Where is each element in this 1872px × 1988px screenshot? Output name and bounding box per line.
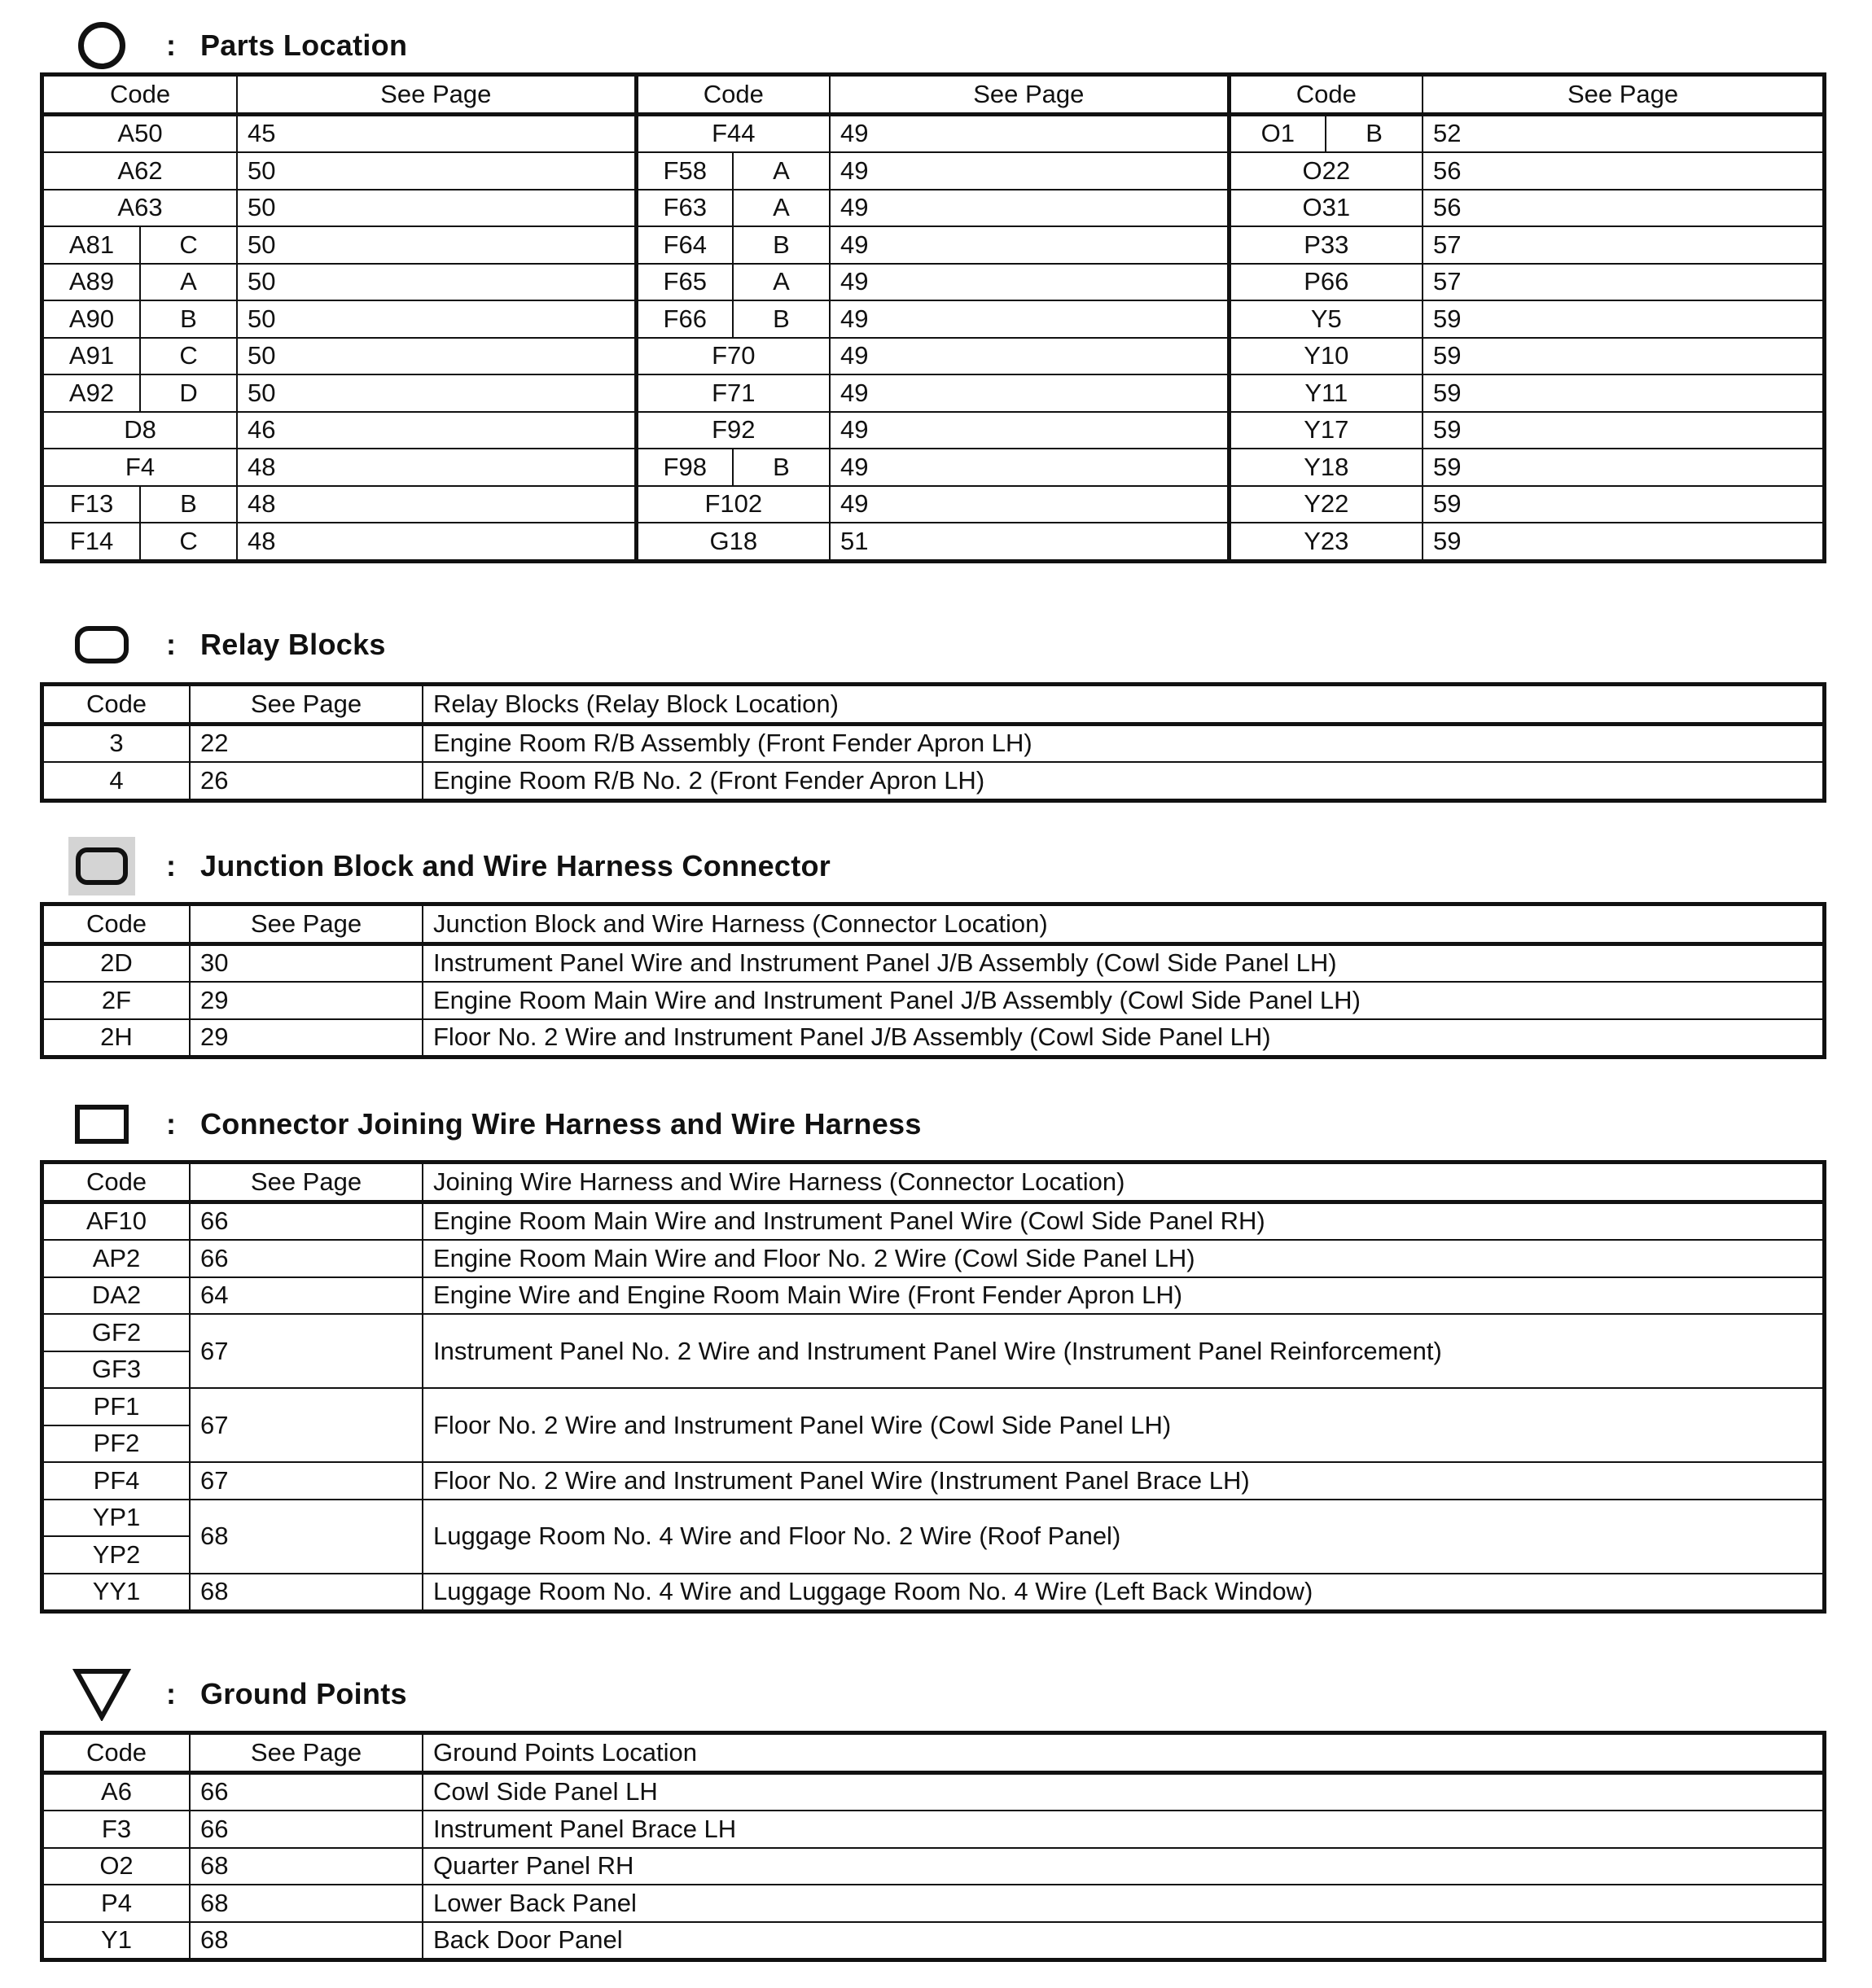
see-page-value: 49 xyxy=(830,412,1229,449)
table-row xyxy=(43,374,1823,412)
code-cell: PF4 xyxy=(43,1462,190,1500)
see-page-value: 49 xyxy=(830,338,1229,375)
table-row xyxy=(43,264,1823,301)
code-cell: GF3 xyxy=(43,1351,190,1389)
see-page-value: 56 xyxy=(1423,152,1823,190)
heading-colon: : xyxy=(166,28,176,62)
see-page-value: 68 xyxy=(190,1848,423,1885)
part-code: Y11 xyxy=(1229,374,1423,412)
table-row xyxy=(43,1500,1823,1537)
see-page-value: 59 xyxy=(1423,486,1823,523)
part-sub-code: B xyxy=(140,300,237,338)
see-page-value: 49 xyxy=(830,486,1229,523)
location-description: Quarter Panel RH xyxy=(423,1848,1823,1885)
see-page-value: 52 xyxy=(1423,114,1823,152)
location-description: Instrument Panel No. 2 Wire and Instrument Panel Wire (Instrument Panel Reinforcement) xyxy=(423,1314,1823,1388)
see-page-header: See Page xyxy=(190,1734,423,1772)
location-description: Engine Room R/B No. 2 (Front Fender Apron LH) xyxy=(423,762,1823,799)
see-page-value: 29 xyxy=(190,982,423,1019)
code-header: Code xyxy=(43,76,237,114)
table-row xyxy=(43,1388,1823,1425)
table-row xyxy=(43,523,1823,560)
code-cell: 2D xyxy=(43,944,190,982)
code-cell: PF1 xyxy=(43,1388,190,1425)
location-header: Relay Blocks (Relay Block Location) xyxy=(423,685,1823,724)
location-description: Cowl Side Panel LH xyxy=(423,1772,1823,1811)
rectangle-icon xyxy=(65,1098,138,1150)
see-page-value: 59 xyxy=(1423,300,1823,338)
part-code: F58 xyxy=(636,152,733,190)
connector-joining-table xyxy=(42,1163,1824,1611)
table-row xyxy=(43,1574,1823,1611)
see-page-value: 59 xyxy=(1423,449,1823,486)
see-page-value: 59 xyxy=(1423,412,1823,449)
ground-points-table xyxy=(42,1733,1824,1960)
part-sub-code: B xyxy=(733,300,830,338)
see-page-value: 68 xyxy=(190,1885,423,1922)
code-cell: A6 xyxy=(43,1772,190,1811)
code-header: Code xyxy=(43,685,190,724)
see-page-value: 67 xyxy=(190,1314,423,1388)
code-cell: YP1 xyxy=(43,1500,190,1537)
part-code: A62 xyxy=(43,152,237,190)
see-page-value: 68 xyxy=(190,1922,423,1960)
location-description: Luggage Room No. 4 Wire and Floor No. 2 Wire (Roof Panel) xyxy=(423,1500,1823,1574)
section-title: Parts Location xyxy=(200,28,408,62)
location-description: Instrument Panel Brace LH xyxy=(423,1811,1823,1848)
part-code: A89 xyxy=(43,264,140,301)
part-code: Y5 xyxy=(1229,300,1423,338)
code-cell: PF2 xyxy=(43,1425,190,1463)
part-sub-code: D xyxy=(140,374,237,412)
see-page-value: 59 xyxy=(1423,338,1823,375)
part-sub-code: A xyxy=(733,264,830,301)
see-page-value: 50 xyxy=(237,152,636,190)
part-code: Y17 xyxy=(1229,412,1423,449)
table-row xyxy=(43,486,1823,523)
junction-block-table xyxy=(42,904,1824,1057)
see-page-value: 48 xyxy=(237,523,636,560)
table-row xyxy=(43,1277,1823,1315)
see-page-value: 59 xyxy=(1423,374,1823,412)
location-description: Engine Room Main Wire and Instrument Panel J/B Assembly (Cowl Side Panel LH) xyxy=(423,982,1823,1019)
part-code: F64 xyxy=(636,226,733,264)
see-page-value: 29 xyxy=(190,1019,423,1057)
shaded-rounded-rect-icon xyxy=(65,840,138,892)
part-code: F102 xyxy=(636,486,830,523)
code-header: Code xyxy=(1229,76,1423,114)
code-header: Code xyxy=(43,1163,190,1202)
part-code: P66 xyxy=(1229,264,1423,301)
see-page-header: See Page xyxy=(190,905,423,944)
code-cell: GF2 xyxy=(43,1314,190,1351)
see-page-value: 68 xyxy=(190,1574,423,1611)
see-page-value: 49 xyxy=(830,114,1229,152)
see-page-value: 49 xyxy=(830,264,1229,301)
parts-location-heading xyxy=(65,20,407,72)
see-page-value: 46 xyxy=(237,412,636,449)
location-header: Junction Block and Wire Harness (Connector Location) xyxy=(423,905,1823,944)
see-page-value: 22 xyxy=(190,724,423,762)
connector-joining-heading xyxy=(65,1098,922,1150)
junction-block-heading xyxy=(65,840,831,892)
section-title: Relay Blocks xyxy=(200,628,386,661)
part-code: A50 xyxy=(43,114,237,152)
code-cell: AF10 xyxy=(43,1202,190,1240)
see-page-value: 66 xyxy=(190,1240,423,1277)
part-code: Y18 xyxy=(1229,449,1423,486)
see-page-value: 48 xyxy=(237,449,636,486)
see-page-value: 51 xyxy=(830,523,1229,560)
table-row xyxy=(43,190,1823,227)
part-code: F14 xyxy=(43,523,140,560)
part-code: A92 xyxy=(43,374,140,412)
parts-location-table xyxy=(42,75,1824,561)
part-code: F44 xyxy=(636,114,830,152)
heading-colon: : xyxy=(166,1107,176,1141)
table-row xyxy=(43,1240,1823,1277)
see-page-header: See Page xyxy=(830,76,1229,114)
part-code: Y10 xyxy=(1229,338,1423,375)
part-code: Y22 xyxy=(1229,486,1423,523)
code-cell: F3 xyxy=(43,1811,190,1848)
location-description: Luggage Room No. 4 Wire and Luggage Room No. 4 Wire (Left Back Window) xyxy=(423,1574,1823,1611)
see-page-header: See Page xyxy=(190,685,423,724)
see-page-value: 68 xyxy=(190,1500,423,1574)
see-page-value: 49 xyxy=(830,449,1229,486)
table-row xyxy=(43,762,1823,799)
part-code: A91 xyxy=(43,338,140,375)
part-code: F98 xyxy=(636,449,733,486)
inverted-triangle-icon xyxy=(65,1668,138,1720)
see-page-value: 49 xyxy=(830,374,1229,412)
location-description: Instrument Panel Wire and Instrument Panel J/B Assembly (Cowl Side Panel LH) xyxy=(423,944,1823,982)
part-sub-code: C xyxy=(140,226,237,264)
heading-colon: : xyxy=(166,1677,176,1710)
code-cell: YY1 xyxy=(43,1574,190,1611)
see-page-value: 67 xyxy=(190,1462,423,1500)
table-row xyxy=(43,449,1823,486)
part-code: F65 xyxy=(636,264,733,301)
table-row xyxy=(43,152,1823,190)
part-code: G18 xyxy=(636,523,830,560)
part-code: O22 xyxy=(1229,152,1423,190)
part-sub-code: A xyxy=(140,264,237,301)
part-code: A63 xyxy=(43,190,237,227)
table-row xyxy=(43,1202,1823,1240)
see-page-value: 50 xyxy=(237,338,636,375)
see-page-value: 30 xyxy=(190,944,423,982)
code-cell: DA2 xyxy=(43,1277,190,1315)
table-row xyxy=(43,1314,1823,1351)
table-row xyxy=(43,226,1823,264)
part-sub-code: A xyxy=(733,152,830,190)
see-page-value: 56 xyxy=(1423,190,1823,227)
part-sub-code: B xyxy=(733,449,830,486)
part-code: F70 xyxy=(636,338,830,375)
relay-blocks-table xyxy=(42,685,1824,800)
code-cell: 4 xyxy=(43,762,190,799)
see-page-value: 57 xyxy=(1423,226,1823,264)
location-description: Floor No. 2 Wire and Instrument Panel J/B Assembly (Cowl Side Panel LH) xyxy=(423,1019,1823,1057)
see-page-header: See Page xyxy=(190,1163,423,1202)
table-row xyxy=(43,1462,1823,1500)
location-description: Engine Room Main Wire and Floor No. 2 Wire (Cowl Side Panel LH) xyxy=(423,1240,1823,1277)
see-page-value: 50 xyxy=(237,374,636,412)
table-row xyxy=(43,1772,1823,1811)
table-row xyxy=(43,1811,1823,1848)
see-page-header: See Page xyxy=(237,76,636,114)
table-row xyxy=(43,1922,1823,1960)
see-page-value: 50 xyxy=(237,190,636,227)
part-code: A90 xyxy=(43,300,140,338)
see-page-header: See Page xyxy=(1423,76,1823,114)
code-cell: P4 xyxy=(43,1885,190,1922)
part-code: F71 xyxy=(636,374,830,412)
part-sub-code: B xyxy=(1326,114,1423,152)
code-header: Code xyxy=(43,1734,190,1772)
table-row xyxy=(43,944,1823,982)
location-description: Back Door Panel xyxy=(423,1922,1823,1960)
part-sub-code: C xyxy=(140,523,237,560)
part-code: F4 xyxy=(43,449,237,486)
see-page-value: 50 xyxy=(237,264,636,301)
heading-colon: : xyxy=(166,849,176,882)
section-title: Connector Joining Wire Harness and Wire Harness xyxy=(200,1107,922,1141)
location-description: Engine Room Main Wire and Instrument Panel Wire (Cowl Side Panel RH) xyxy=(423,1202,1823,1240)
section-title: Ground Points xyxy=(200,1677,407,1710)
location-header: Ground Points Location xyxy=(423,1734,1823,1772)
table-row xyxy=(43,300,1823,338)
location-header: Joining Wire Harness and Wire Harness (Connector Location) xyxy=(423,1163,1823,1202)
table-row xyxy=(43,114,1823,152)
part-code: F13 xyxy=(43,486,140,523)
code-cell: 2F xyxy=(43,982,190,1019)
circle-icon xyxy=(65,20,138,72)
see-page-value: 67 xyxy=(190,1388,423,1462)
part-sub-code: A xyxy=(733,190,830,227)
location-description: Floor No. 2 Wire and Instrument Panel Wire (Instrument Panel Brace LH) xyxy=(423,1462,1823,1500)
ground-points-heading xyxy=(65,1668,407,1720)
see-page-value: 64 xyxy=(190,1277,423,1315)
location-description: Lower Back Panel xyxy=(423,1885,1823,1922)
part-code: F92 xyxy=(636,412,830,449)
see-page-value: 66 xyxy=(190,1202,423,1240)
table-row xyxy=(43,412,1823,449)
see-page-value: 50 xyxy=(237,300,636,338)
part-code: A81 xyxy=(43,226,140,264)
code-cell: YP2 xyxy=(43,1536,190,1574)
relay-blocks-heading xyxy=(65,619,386,671)
table-row xyxy=(43,1848,1823,1885)
location-description: Engine Room R/B Assembly (Front Fender Apron LH) xyxy=(423,724,1823,762)
see-page-value: 50 xyxy=(237,226,636,264)
code-header: Code xyxy=(636,76,830,114)
part-code: O31 xyxy=(1229,190,1423,227)
code-cell: 2H xyxy=(43,1019,190,1057)
see-page-value: 49 xyxy=(830,300,1229,338)
code-cell: Y1 xyxy=(43,1922,190,1960)
table-row xyxy=(43,338,1823,375)
code-cell: AP2 xyxy=(43,1240,190,1277)
see-page-value: 45 xyxy=(237,114,636,152)
part-code: F63 xyxy=(636,190,733,227)
part-code: P33 xyxy=(1229,226,1423,264)
code-header: Code xyxy=(43,905,190,944)
part-sub-code: C xyxy=(140,338,237,375)
table-row xyxy=(43,724,1823,762)
location-description: Engine Wire and Engine Room Main Wire (Front Fender Apron LH) xyxy=(423,1277,1823,1315)
see-page-value: 49 xyxy=(830,190,1229,227)
see-page-value: 59 xyxy=(1423,523,1823,560)
part-code: Y23 xyxy=(1229,523,1423,560)
table-row xyxy=(43,1885,1823,1922)
see-page-value: 49 xyxy=(830,152,1229,190)
part-code: F66 xyxy=(636,300,733,338)
heading-colon: : xyxy=(166,628,176,661)
see-page-value: 66 xyxy=(190,1772,423,1811)
code-cell: 3 xyxy=(43,724,190,762)
section-title: Junction Block and Wire Harness Connector xyxy=(200,849,831,882)
code-cell: O2 xyxy=(43,1848,190,1885)
table-row xyxy=(43,1019,1823,1057)
part-code: D8 xyxy=(43,412,237,449)
part-code: O1 xyxy=(1229,114,1326,152)
location-description: Floor No. 2 Wire and Instrument Panel Wire (Cowl Side Panel LH) xyxy=(423,1388,1823,1462)
rounded-pill-icon xyxy=(65,619,138,671)
see-page-value: 57 xyxy=(1423,264,1823,301)
part-sub-code: B xyxy=(140,486,237,523)
part-sub-code: B xyxy=(733,226,830,264)
see-page-value: 49 xyxy=(830,226,1229,264)
see-page-value: 26 xyxy=(190,762,423,799)
table-row xyxy=(43,982,1823,1019)
see-page-value: 66 xyxy=(190,1811,423,1848)
see-page-value: 48 xyxy=(237,486,636,523)
